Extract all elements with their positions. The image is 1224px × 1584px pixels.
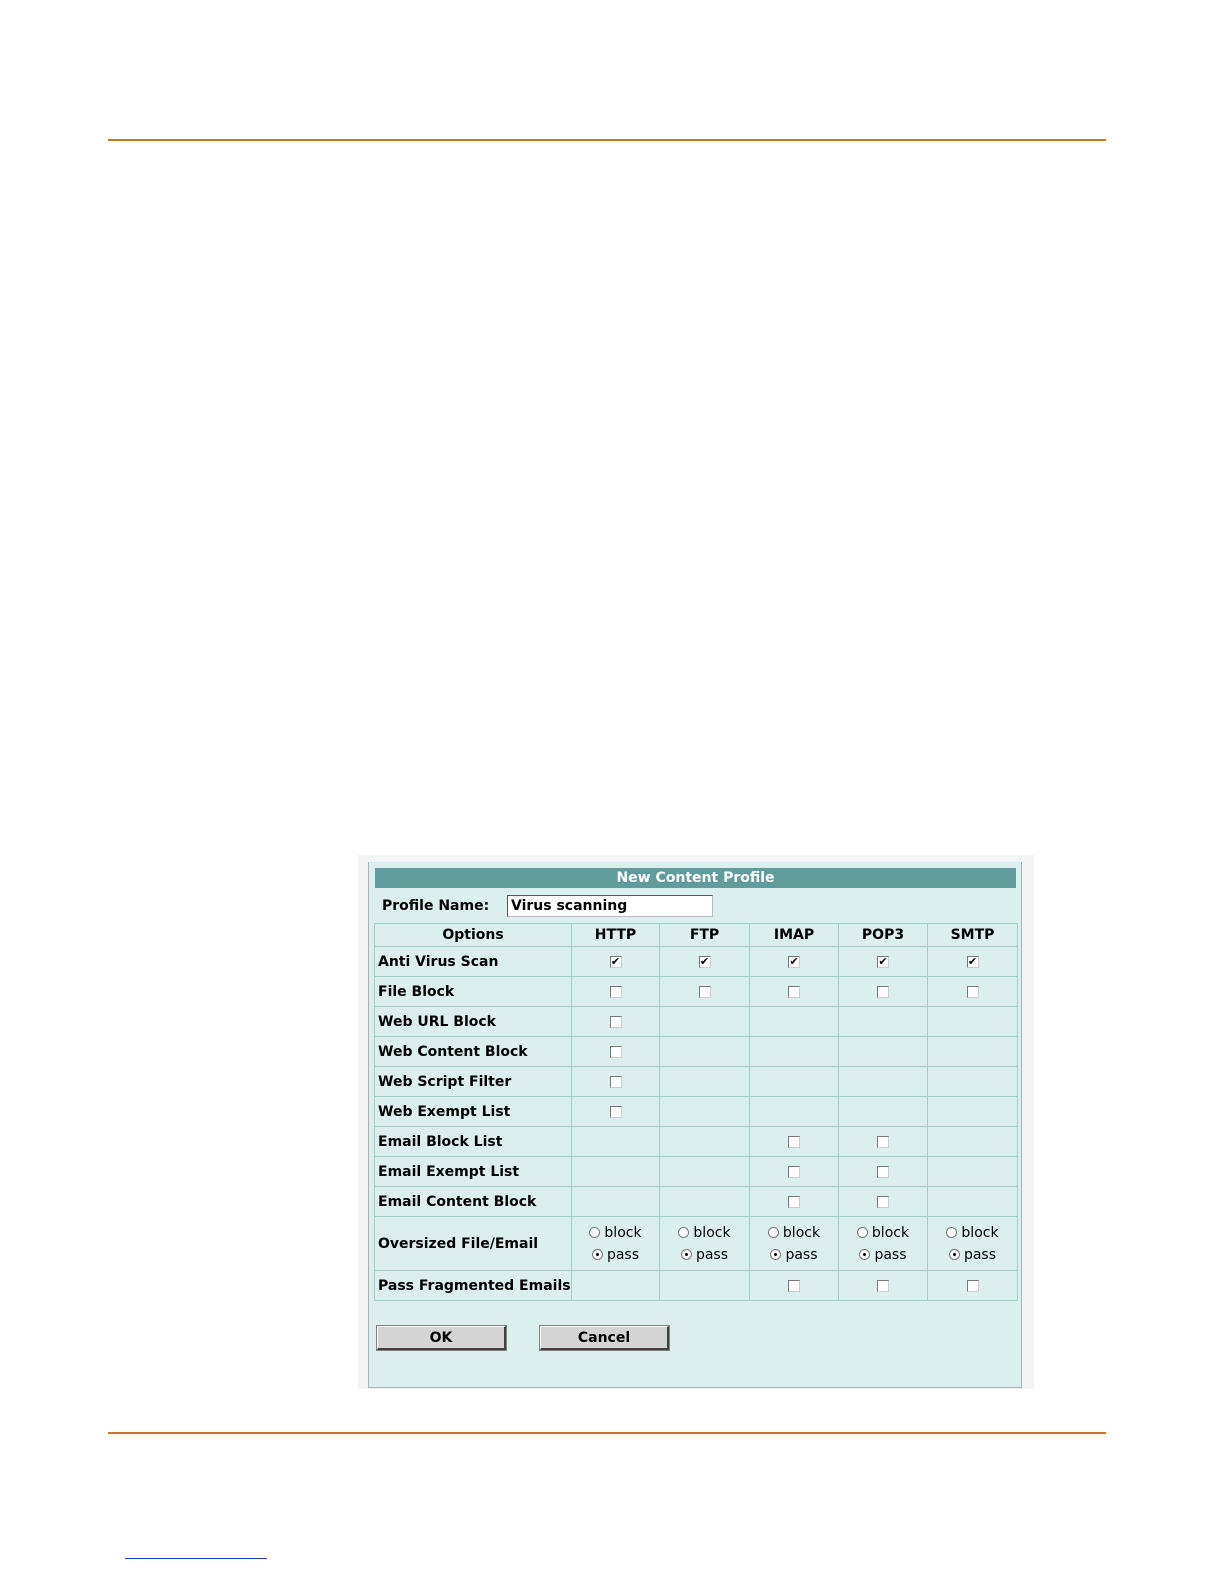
table-row — [375, 1157, 1018, 1187]
checkbox-http[interactable] — [610, 956, 622, 968]
radio-label: block — [604, 1224, 642, 1241]
table-row — [375, 947, 1018, 977]
checkbox-pop3[interactable] — [877, 956, 889, 968]
checkbox-pop3[interactable] — [877, 1136, 889, 1148]
radio-option-pop3[interactable] — [857, 1225, 909, 1241]
table-header-row — [375, 924, 1018, 947]
checkbox-http[interactable] — [610, 1076, 622, 1088]
dialog-title: New Content Profile — [375, 868, 1016, 888]
cell-pop3 — [839, 1271, 928, 1301]
checkmark-icon: ✔ — [699, 954, 710, 968]
table-row — [375, 1097, 1018, 1127]
radio-button[interactable] — [592, 1249, 603, 1260]
cell-imap — [750, 1097, 839, 1127]
cell-imap — [750, 1217, 839, 1271]
cell-ftp — [660, 1007, 750, 1037]
checkbox-smtp[interactable] — [967, 1280, 979, 1292]
radio-label: block — [961, 1224, 999, 1241]
option-label: Web URL Block — [375, 1007, 572, 1037]
cell-pop3 — [839, 1157, 928, 1187]
radio-label: pass — [963, 1246, 997, 1263]
checkbox-http[interactable] — [610, 986, 622, 998]
cell-ftp — [660, 1037, 750, 1067]
cell-http — [572, 1097, 660, 1127]
radio-group-http — [572, 1225, 659, 1263]
checkbox-imap[interactable] — [788, 956, 800, 968]
radio-option-imap[interactable] — [768, 1225, 820, 1241]
table-row — [375, 1271, 1018, 1301]
col-header-ftp: FTP — [660, 924, 750, 947]
option-label: Web Script Filter — [375, 1067, 572, 1097]
col-header-smtp: SMTP — [928, 924, 1018, 947]
cell-pop3 — [839, 1007, 928, 1037]
col-header-options: Options — [375, 924, 572, 947]
radio-button[interactable] — [857, 1227, 868, 1238]
radio-button[interactable] — [681, 1249, 692, 1260]
cell-http — [572, 1217, 660, 1271]
cell-imap — [750, 1007, 839, 1037]
checkbox-ftp[interactable] — [699, 986, 711, 998]
cell-pop3 — [839, 1127, 928, 1157]
cell-ftp — [660, 1217, 750, 1271]
footer-rule — [108, 1432, 1106, 1434]
radio-option-imap[interactable] — [770, 1247, 817, 1263]
option-label: Pass Fragmented Emails — [375, 1271, 572, 1301]
footer-link-underline — [125, 1558, 267, 1559]
radio-button[interactable] — [946, 1227, 957, 1238]
option-label: Web Exempt List — [375, 1097, 572, 1127]
option-label: Oversized File/Email — [375, 1217, 572, 1271]
radio-button[interactable] — [678, 1227, 689, 1238]
cell-pop3 — [839, 1067, 928, 1097]
option-label: File Block — [375, 977, 572, 1007]
checkbox-imap[interactable] — [788, 1166, 800, 1178]
checkbox-http[interactable] — [610, 1106, 622, 1118]
content-profile-dialog — [368, 862, 1022, 1388]
col-header-http: HTTP — [572, 924, 660, 947]
checkbox-pop3[interactable] — [877, 1196, 889, 1208]
cell-http — [572, 977, 660, 1007]
cell-pop3 — [839, 1097, 928, 1127]
ok-button[interactable]: OK — [377, 1326, 506, 1350]
table-row — [375, 1217, 1018, 1271]
radio-group-pop3 — [839, 1225, 927, 1263]
radio-option-http[interactable] — [592, 1247, 639, 1263]
cell-http — [572, 947, 660, 977]
cell-smtp — [928, 977, 1018, 1007]
cell-ftp — [660, 1127, 750, 1157]
checkbox-http[interactable] — [610, 1046, 622, 1058]
radio-button[interactable] — [770, 1249, 781, 1260]
cancel-button[interactable]: Cancel — [540, 1326, 669, 1350]
table-row — [375, 1067, 1018, 1097]
profile-name-input[interactable] — [507, 895, 713, 917]
radio-button[interactable] — [949, 1249, 960, 1260]
checkbox-pop3[interactable] — [877, 1166, 889, 1178]
table-row — [375, 1127, 1018, 1157]
radio-option-ftp[interactable] — [681, 1247, 728, 1263]
cell-smtp — [928, 1217, 1018, 1271]
checkbox-smtp[interactable] — [967, 956, 979, 968]
radio-option-pop3[interactable] — [859, 1247, 906, 1263]
cell-smtp — [928, 1187, 1018, 1217]
cell-imap — [750, 1187, 839, 1217]
option-label: Web Content Block — [375, 1037, 572, 1067]
checkbox-smtp[interactable] — [967, 986, 979, 998]
checkmark-icon: ✔ — [789, 954, 799, 968]
cell-imap — [750, 977, 839, 1007]
radio-group-imap — [750, 1225, 838, 1263]
cell-ftp — [660, 977, 750, 1007]
cell-ftp — [660, 1187, 750, 1217]
checkmark-icon: ✔ — [878, 954, 888, 968]
cell-http — [572, 1067, 660, 1097]
radio-label: block — [871, 1224, 910, 1241]
cell-smtp — [928, 1157, 1018, 1187]
radio-label: block — [693, 1224, 731, 1241]
table-row — [375, 1187, 1018, 1217]
radio-label: pass — [606, 1246, 640, 1263]
option-label: Email Block List — [375, 1127, 572, 1157]
col-header-imap: IMAP — [750, 924, 839, 947]
checkmark-icon: ✔ — [610, 954, 621, 968]
option-label: Email Exempt List — [375, 1157, 572, 1187]
checkbox-ftp[interactable] — [699, 956, 711, 968]
checkbox-imap[interactable] — [788, 1196, 800, 1208]
radio-button[interactable] — [589, 1227, 600, 1238]
table-row — [375, 977, 1018, 1007]
cell-http — [572, 1187, 660, 1217]
cell-imap — [750, 947, 839, 977]
checkbox-http[interactable] — [610, 1016, 622, 1028]
cell-smtp — [928, 1067, 1018, 1097]
table-row — [375, 1037, 1018, 1067]
cell-imap — [750, 1037, 839, 1067]
cell-imap — [750, 1157, 839, 1187]
cell-pop3 — [839, 1217, 928, 1271]
cell-pop3 — [839, 1037, 928, 1067]
cell-ftp — [660, 1067, 750, 1097]
cell-pop3 — [839, 977, 928, 1007]
cell-smtp — [928, 1271, 1018, 1301]
cell-imap — [750, 1127, 839, 1157]
cell-smtp — [928, 1037, 1018, 1067]
option-label: Anti Virus Scan — [375, 947, 572, 977]
cell-imap — [750, 1067, 839, 1097]
cell-ftp — [660, 1157, 750, 1187]
radio-option-smtp[interactable] — [946, 1225, 998, 1241]
header-rule — [108, 139, 1106, 141]
cell-http — [572, 1007, 660, 1037]
cell-http — [572, 1157, 660, 1187]
checkbox-pop3[interactable] — [877, 986, 889, 998]
cell-imap — [750, 1271, 839, 1301]
radio-option-http[interactable] — [589, 1225, 641, 1241]
radio-label: pass — [785, 1246, 818, 1263]
cell-smtp — [928, 1097, 1018, 1127]
checkbox-pop3[interactable] — [877, 1280, 889, 1292]
option-label: Email Content Block — [375, 1187, 572, 1217]
cell-smtp — [928, 1007, 1018, 1037]
radio-label: pass — [695, 1246, 729, 1263]
cell-ftp — [660, 947, 750, 977]
cell-pop3 — [839, 947, 928, 977]
profile-name-label: Profile Name: — [382, 898, 490, 914]
radio-button[interactable] — [768, 1227, 779, 1238]
checkbox-imap[interactable] — [788, 1280, 800, 1292]
cell-ftp — [660, 1271, 750, 1301]
cell-ftp — [660, 1097, 750, 1127]
checkmark-icon: ✔ — [967, 954, 978, 968]
checkbox-imap[interactable] — [788, 986, 800, 998]
cell-http — [572, 1127, 660, 1157]
cell-http — [572, 1271, 660, 1301]
radio-button[interactable] — [859, 1249, 870, 1260]
cell-smtp — [928, 1127, 1018, 1157]
radio-label: pass — [874, 1246, 907, 1263]
checkbox-imap[interactable] — [788, 1136, 800, 1148]
radio-option-smtp[interactable] — [949, 1247, 996, 1263]
radio-label: block — [782, 1224, 821, 1241]
table-row — [375, 1007, 1018, 1037]
cell-http — [572, 1037, 660, 1067]
radio-group-ftp — [660, 1225, 749, 1263]
cell-smtp — [928, 947, 1018, 977]
radio-option-ftp[interactable] — [678, 1225, 730, 1241]
radio-group-smtp — [928, 1225, 1017, 1263]
options-table — [374, 923, 1018, 1301]
col-header-pop3: POP3 — [839, 924, 928, 947]
cell-pop3 — [839, 1187, 928, 1217]
